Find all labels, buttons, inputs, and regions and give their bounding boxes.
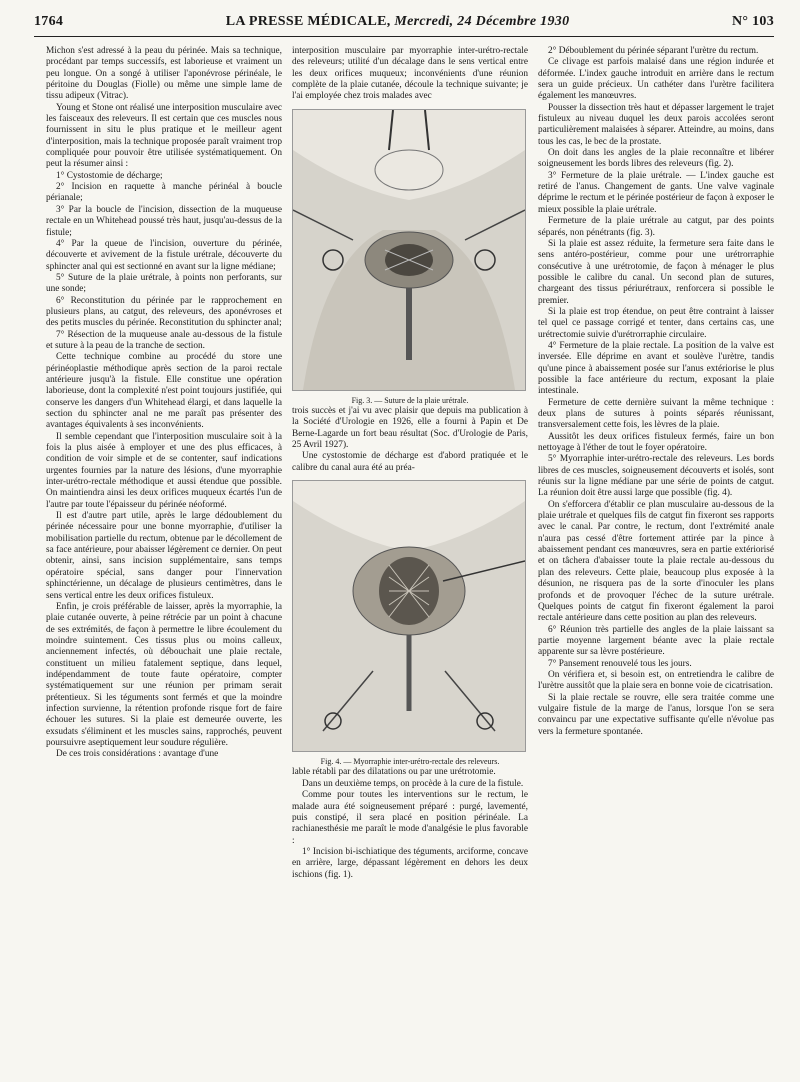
paragraph: Cette technique combine au procédé du store une périnéoplastie méthodique après section de la paroi rectale antérieure jusqu'à la fistule. Elle constitue une opération laborieuse, dont la complexité n'est point toujours justifiée, qui conserve les dangers d'un Whitehead élargi, et dans laquelle la section du sphincter anal ne me paraît pas présenter des avantages équivalents à ses inconvénients. [46, 352, 282, 431]
page-number: 1764 [34, 14, 64, 29]
paragraph: Michon s'est adressé à la peau du périnée. Mais sa technique, procédant par temps successifs, est laborieuse et vraiment un peu longue. On a songé à utiliser l'aponévrose périnéale, le péritoine du Douglas (Fiolle) ou même une simple lame de tissu adipeux (Vitrac). [46, 46, 282, 102]
surgical-illustration-fig3 [293, 110, 525, 390]
surgical-illustration-fig4 [293, 481, 525, 751]
list-item: 4° Fermeture de la plaie rectale. La position de la valve est inversée. Elle déprime en avant et soulève l'urètre, tandis qu'une pince à abaissement posée sur l'anus extériorise le plus possible la face antérieure du rectum, exposant la plaie intestinale. [538, 340, 774, 397]
paragraph: De ces trois considérations : avantage d'une [56, 749, 219, 760]
paragraph: Si la plaie rectale se rouvre, elle sera traitée comme une vulgaire fistule de la marge de l'anus, lorsque l'on se sera convaincu par une expectative suffisante qu'elle n'évolue pas vers la fermeture spontanée. [538, 692, 774, 737]
paragraph: Dans un deuxième temps, on procède à la cure de la fistule. [302, 778, 524, 789]
running-header [34, 14, 774, 32]
paragraph: On s'efforcera d'établir ce plan musculaire au-dessous de la plaie urétrale et quelques fils de catgut fin fixeront ses rapports avec le canal. Par contre, le rectum, dont l'extrémité anale n'aura pas cessé d'être fortement attirée par la pince à abaissement pendant ces manœuvres, sera en partie extériorisé et on tâchera d'abaisser toute la plaie rectale au-dessous du plan des releveurs. Cette plaie, beaucoup plus exposée à la désunion, ne risquera pas de la sorte d'inoculer les plans profonds et de provoquer l'échec de la suture urétrale. Quelques points de catgut fin fixeront également la paroi rectale antérieure dans cette position au plan des releveurs. [538, 499, 774, 624]
paragraph: Enfin, je crois préférable de laisser, après la myorraphie, la plaie cutanée ouverte, à peine rétrécie par un point à chacune de ses extrémités, de façon à permettre le libre écoulement du moindre suintement. Ces tissus plus ou moins calleux, anciennement infectés, où débouchait une plaie rectale, constituent un milieu fatalement septique, dans lequel, indépendamment de toute faute opératoire, compter systématiquement sur une réunion per primam serait prétentieux. Si les téguments sont fermés et que la moindre infection survienne, la rétention profonde risque fort de faire échouer les sutures. Si la plaie est demeurée ouverte, les exsudats s'éliminent et les muscles sains, rapprochés, peuvent poursuivre aseptiquement leur soudure régulière. [46, 601, 282, 748]
journal-name: LA PRESSE MÉDICALE, [225, 14, 391, 29]
list-item: 7° Pansement renouvelé tous les jours. [548, 658, 692, 669]
paragraph: Il est d'autre part utile, après le large dédoublement du périnée nécessaire pour une bonne myorraphie, d'utiliser la mobilisation partielle du rectum, obtenue par le décollement de sa face antérieure, pour abaisser légèrement ce dernier. On peut obtenir, ainsi, sans incision supplémentaire, sans temps opératoire spécial, sans danger pour l'innervation sphinctérienne, un décalage de plusieurs centimètres, dans le sens vertical entre les deux orifices fistuleux. [46, 511, 282, 601]
column-right [538, 46, 774, 738]
list-item: 2° Déboublement du périnée séparant l'urètre du rectum. [548, 46, 759, 56]
list-item: 5° Myorraphie inter-urétro-rectale des releveurs. Les bords libres de ces muscles, soigneusement découverts et isolés, sont réunis sur la ligne médiane par une série de points de catgut. La réunion doit être aussi large que possible (fig. 4). [538, 454, 774, 499]
figure-3-illustration [292, 109, 526, 391]
figure-4-illustration [292, 480, 526, 752]
paragraph: On vérifiera et, si besoin est, on entretiendra le calibre de l'urètre aussitôt que la plaie sera en bonne voie de cicatrisation. [538, 669, 774, 692]
figure-4-caption: Fig. 4. — Myorraphie inter-urétro-rectale des releveurs. [320, 757, 500, 767]
list-item: 4° Par la queue de l'incision, ouverture du périnée, découverte et avivement de la fistule urétrale, découverte du sphincter anal qui est sectionné en avant sur la ligne médiane; [46, 238, 282, 272]
list-item: 2° Incision en raquette à manche périnéal à boucle périanale; [46, 182, 282, 204]
paragraph: Young et Stone ont réalisé une interposition musculaire avec les faisceaux des releveurs. Il est certain que ces muscles nous fournissent in situ le plus pratique et le meilleur agent d'interposition, mais la technique proposée paraît vraiment trop compliquée pour pouvoir être utilisée systématiquement. On peut la résumer ainsi : [46, 102, 282, 170]
paragraph: lable rétabli par des dilatations ou par une urétrotomie. [292, 767, 496, 778]
paragraph: trois succès et j'ai vu avec plaisir que depuis ma publication à la Société d'Urologie en 1926, elle a fourni à Papin et De Berne-Lagarde un fort beau résultat (Soc. d'Urologie de Paris, 25 Avril 1927). [292, 406, 528, 451]
issue-number: N° 103 [731, 14, 774, 29]
paragraph: Aussitôt les deux orifices fistuleux fermés, faire un bon nettoyage à l'éther de tout le foyer opératoire. [538, 431, 774, 454]
list-item: 6° Réunion très partielle des angles de la plaie laissant sa partie moyenne largement béante avec la plaie rectale apparente sur sa lèvre postérieure. [538, 624, 774, 658]
list-item: 6° Reconstitution du périnée par le rapprochement en plusieurs plans, au catgut, des releveurs, des aponévroses et des petits muscles du périnée. Reconstitution du sphincter anal; [46, 295, 282, 329]
list-item: 3° Fermeture de la plaie urétrale. — L'index gauche est retiré de l'anus. Changement de gants. Une valve vaginale déprime le rectum et le périnée postérieur de façon à exposer le mieux possible la plaie urétrale. [538, 170, 774, 215]
paragraph: Si la plaie est trop étendue, on peut être contraint à laisser tel quel ce passage corrigé et tenter, dans certains cas, une urétrectomie suivie d'urétrorraphie circulaire. [538, 306, 774, 340]
paragraph: Si la plaie est assez réduite, la fermeture sera faite dans le sens antéro-postérieur, comme pour une urétrorraphie consécutive à une urétrotomie, de façon à ménager le plus possible le calibre du canal. Un second plan de sutures, chargeant des tissus périurétraux, renforcera si possible le premier. [538, 238, 774, 306]
paragraph: Fermeture de la plaie urétrale au catgut, par des points séparés, non pénétrants (fig. 3). [538, 216, 774, 238]
paragraph: On doit dans les angles de la plaie reconnaître et libérer soigneusement les bords libres des releveurs (fig. 2). [538, 148, 774, 170]
list-item: 7° Résection de la muqueuse anale au-dessous de la fistule et suture à la peau de la tranche de section. [46, 329, 282, 351]
paragraph: Comme pour toutes les interventions sur le rectum, le malade aura été soigneusement préparé : purgé, lavementé, puis constipé, il sera placé en position périnéale. La rachianesthésie me paraît le mode d'analgésie le plus favorable : [292, 790, 528, 846]
paragraph: interposition musculaire par myorraphie inter-urétro-rectale des releveurs; utilité d'un décalage dans le sens vertical entre les deux orifices muqueux; inconvénients d'une réunion complète de la plaie cutanée, découle la technique suivante; je l'ai employée chez trois malades avec [292, 46, 528, 102]
list-item: 3° Par la boucle de l'incision, dissection de la muqueuse rectale en un Whitehead poussé très haut, jusqu'au-dessus de la fistule; [46, 204, 282, 238]
list-item: 5° Suture de la plaie urétrale, à points non perforants, sur une sonde; [46, 272, 282, 295]
issue-date: Mercredi, 24 Décembre 1930 [394, 14, 570, 29]
paragraph: Pousser la dissection très haut et dépasser largement le trajet fistuleux au niveau duquel les deux parois accolées seront particulièrement malaisées à séparer. Atteindre, au moins, dans tous les cas, le bec de la prostate. [538, 102, 774, 147]
column-left [46, 46, 282, 761]
column-middle [292, 46, 528, 881]
header-rule [34, 36, 774, 37]
list-item: 1° Incision bi-ischiatique des téguments, arciforme, concave en arrière, large, dépassant légèrement en dehors les deux ischions (fig. 1). [292, 846, 528, 880]
paragraph: Une cystostomie de décharge est d'abord pratiquée et le calibre du canal aura été au préa- [292, 451, 528, 473]
paragraph: Ce clivage est parfois malaisé dans une région indurée et déformée. L'index gauche introduit en arrière dans le rectum sera un guide précieux. Un cathéter dans l'urètre facilitera également les manœuvres. [538, 57, 774, 102]
journal-title-date [226, 14, 570, 30]
paragraph: Il semble cependant que l'interposition musculaire soit à la fois la plus aisée à employer et une des plus efficaces, à condition de voir simple et de se contenter, sauf indications urgentes fournies par la nature des lésions, d'une myorraphie inter-urétro-rectale méthodique et aussi étendue que possible. On maintiendra ainsi les deux orifices muqueux écartés l'un de l'autre par toute l'épaisseur du périnée néoformé. [46, 431, 282, 510]
paragraph: Fermeture de cette dernière suivant la même technique : deux plans de sutures à points séparés réunissant, transversalement cette fois, les lèvres de la plaie. [538, 397, 774, 431]
list-item: 1° Cystostomie de décharge; [56, 170, 163, 181]
figure-3-caption: Fig. 3. — Suture de la plaie urétrale. [351, 395, 469, 405]
